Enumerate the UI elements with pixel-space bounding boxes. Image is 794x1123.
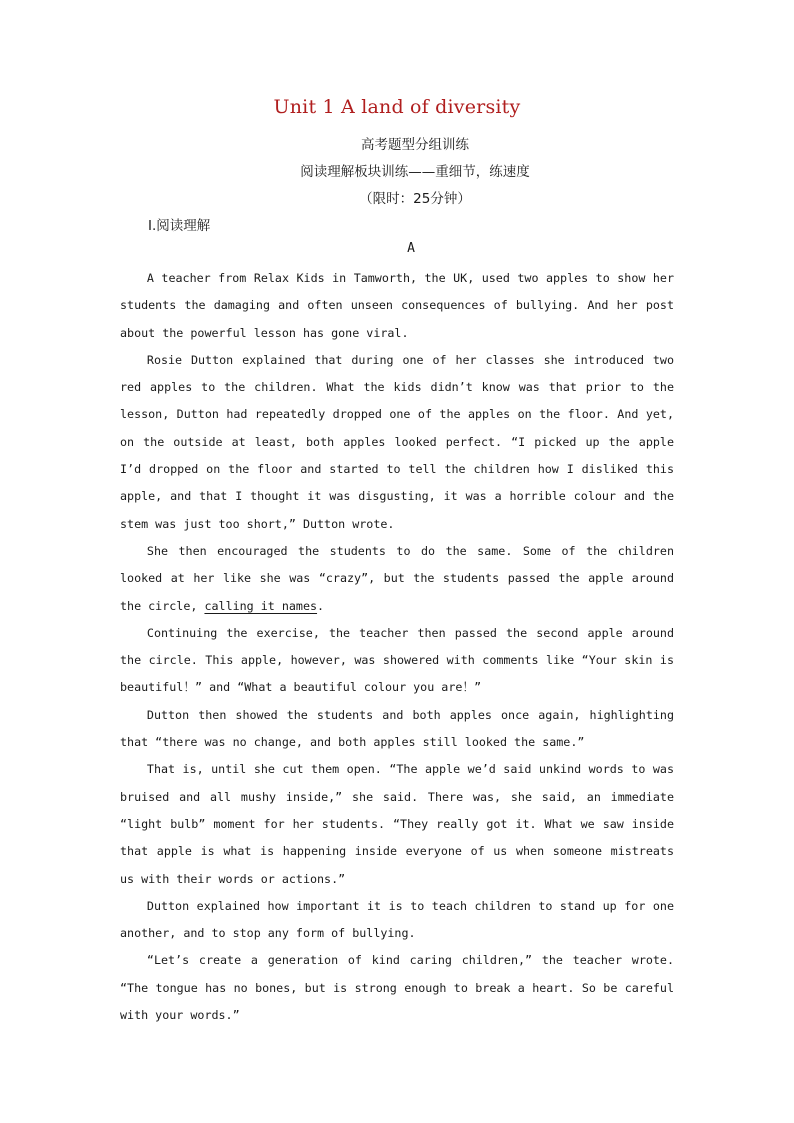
- paragraph: Continuing the exercise, the teacher then passed the second apple around the circle. This apple, however, was showered with comments like “Your skin is beautiful！” and “What a beautiful colour you are！”: [120, 625, 674, 695]
- section-heading: 阅读理解板块训练——重细节，练速度: [300, 164, 530, 180]
- paragraph-text: She then encouraged the students to do the same. Some of the children looked at her like she was “crazy”, but the students passed the apple around the circle,: [120, 543, 674, 613]
- paragraph: Dutton then showed the students and both apples once again, highlighting that “there was no change, and both apples still looked the same.”: [120, 707, 674, 750]
- subtitle: 高考题型分组训练: [361, 137, 469, 153]
- unit-title: Unit 1 A land of diversity: [273, 96, 521, 118]
- part-label: Ⅰ.阅读理解: [148, 218, 211, 234]
- underlined-phrase: calling it names: [204, 598, 318, 613]
- passage-label: A: [407, 241, 415, 256]
- paragraph: That is, until she cut them open. “The apple we’d said unkind words to was bruised and all mushy inside,” she said. There was, she said, an immediate “light bulb” moment for her students. “They really got it. What we saw inside that apple is what is happening inside everyone of us when someone mistreats us with their words or actions.”: [120, 762, 674, 886]
- paragraph: A teacher from Relax Kids in Tamworth, the UK, used two apples to show her students the damaging and often unseen consequences of bullying. And her post about the powerful lesson has gone viral.: [120, 271, 674, 340]
- paragraph: Dutton explained how important it is to teach children to stand up for one another, and to stop any form of bullying.: [120, 898, 674, 941]
- paragraph: “Let’s create a generation of kind caring children,” the teacher wrote. “The tongue has no bones, but is strong enough to break a heart. So be careful with your words.”: [120, 953, 674, 1023]
- passage-body: [120, 265, 674, 1029]
- paragraph: Rosie Dutton explained that during one of her classes she introduced two red apples to the children. What the kids didn’t know was that prior to the lesson, Dutton had repeatedly dropped one of the apples on the floor. And yet, on the outside at least, both apples looked perfect. “I picked up the apple I’d dropped on the floor and started to tell the children how I disliked this apple, and that I thought it was disgusting, it was a horrible colour and the stem was just too short,” Dutton wrote.: [120, 352, 674, 531]
- paragraph: [120, 538, 674, 620]
- paragraph-text: .: [317, 598, 325, 613]
- time-limit: （限时：25分钟）: [359, 191, 471, 207]
